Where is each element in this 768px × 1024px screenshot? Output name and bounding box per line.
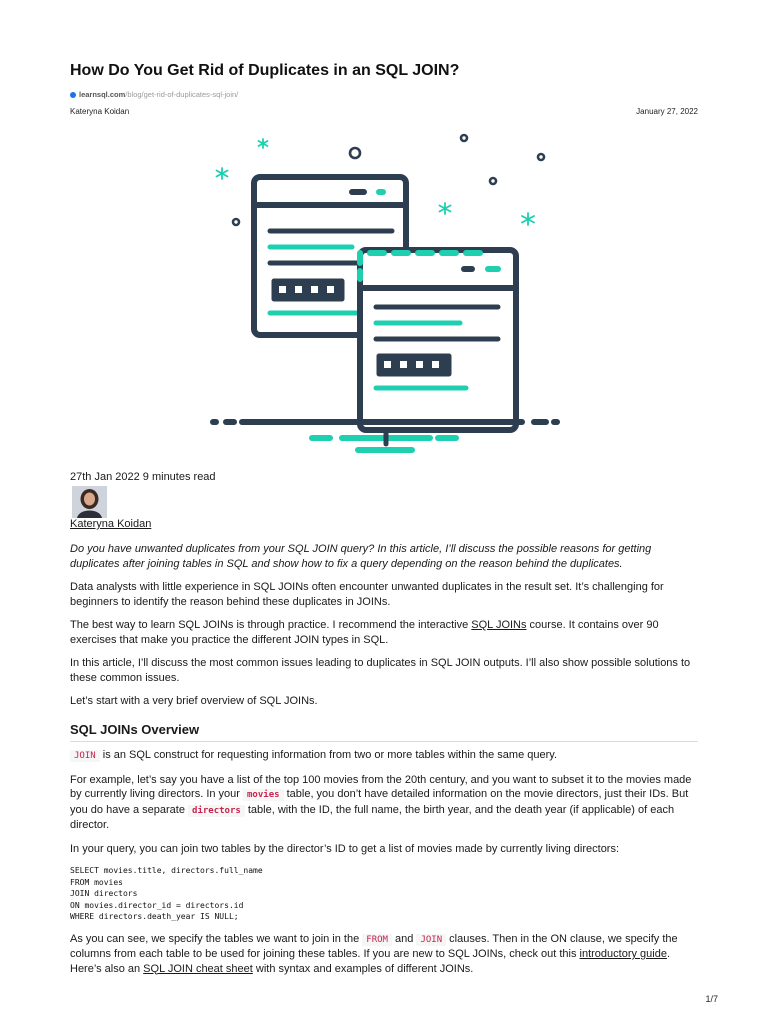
site-favicon-icon (70, 92, 76, 98)
paragraph: In your query, you can join two tables by the director’s ID to get a list of movies made by currently living directors: (70, 842, 620, 855)
sql-joins-course-link[interactable]: SQL JOINs (471, 619, 527, 631)
introductory-guide-link[interactable]: introductory guide (579, 948, 667, 960)
source-host: learnsql.com (79, 90, 126, 99)
author-photo-icon (72, 486, 107, 518)
inline-code: directors (188, 805, 245, 817)
cheat-sheet-link[interactable]: SQL JOIN cheat sheet (143, 962, 253, 975)
read-info: 27th Jan 2022 9 minutes read (70, 471, 216, 483)
paragraph: Data analysts with little experience in SQL JOINs often encounter unwanted duplicates in the result set. It’s challenging for beginners to identify the reason behind these duplicates in JOINs. (70, 581, 664, 608)
page-title: How Do You Get Rid of Duplicates in an SQL JOIN? (70, 62, 460, 79)
page-number: 1/7 (705, 994, 718, 1004)
hero-illustration (70, 125, 698, 460)
intro-paragraph: Do you have unwanted duplicates from your SQL JOIN query? In this article, I’ll discuss the possible reasons for getting duplicates after joining tables in SQL and show how to fix a query depending on the reason behind the duplicates. (70, 543, 652, 570)
inline-code: FROM (362, 934, 392, 946)
paragraph: In this article, I’ll discuss the most common issues leading to duplicates in SQL JOIN outputs. I’ll also show possible solutions to these common issues. (70, 657, 691, 684)
inline-code: JOIN (70, 750, 100, 762)
paragraph: JOIN is an SQL construct for requesting information from two or more tables within the same query. (70, 748, 698, 764)
paragraph: For example, let’s say you have a list of the top 100 movies from the 20th century, and you want to subset it to the movies made by currently living directors. In your movies table, you don’t have detailed information on the movie directors, just their IDs. But you do have a separate directors table, with the ID, the full name, the birth year, and the death year (if applicable) of each director. (70, 773, 692, 831)
author-avatar[interactable] (72, 486, 107, 518)
publish-date: January 27, 2022 (636, 107, 698, 116)
paragraph: As you can see, we specify the tables we want to join in the FROM and JOIN clauses. Then in the ON clause, we specify the columns from each table to be used for joining these tables. If you are new to SQL JOINs, check out this introductory guide. Here’s also an SQL JOIN cheat sheet with syntax and examples of different JOINs. (70, 932, 678, 975)
article-meta (70, 107, 698, 116)
code-block: SELECT movies.title, directors.full_name FROM movies JOIN directors ON movies.director_id = directors.id WHERE directors.death_year IS NULL; (70, 866, 263, 921)
source-url[interactable] (70, 90, 238, 99)
inline-code: movies (243, 789, 284, 801)
paragraph: The best way to learn SQL JOINs is through practice. I recommend the interactive SQL JOINs course. It contains over 90 exercises that make you practice the different JOIN types in SQL. (70, 619, 659, 646)
author-name: Kateryna Koidan (70, 107, 130, 116)
paragraph: Let’s start with a very brief overview of SQL JOINs. (70, 695, 318, 707)
article-body (70, 542, 698, 985)
author-link[interactable]: Kateryna Koidan (70, 518, 152, 530)
section-heading: SQL JOINs Overview (70, 723, 698, 743)
inline-code: JOIN (416, 934, 446, 946)
source-path: /blog/get-rid-of-duplicates-sql-join/ (125, 90, 239, 99)
sql-join-windows-icon (70, 125, 698, 460)
